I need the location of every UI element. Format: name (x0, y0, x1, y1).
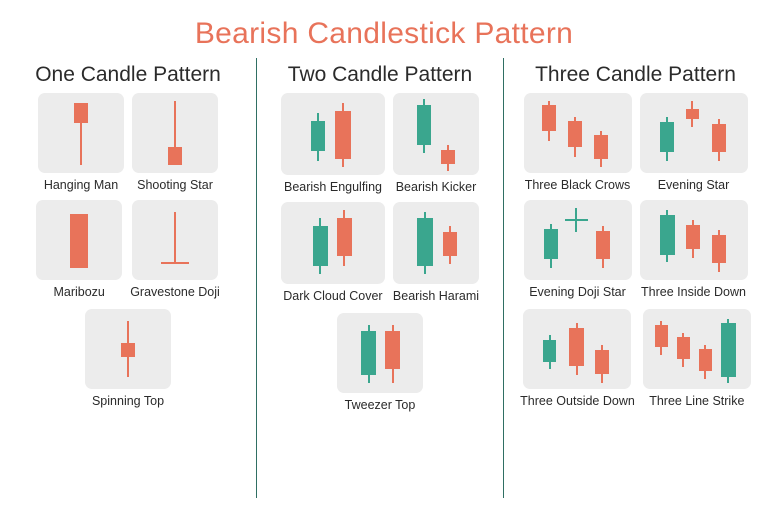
pattern-dark-cloud-cover[interactable] (281, 202, 385, 303)
pattern-label: Hanging Man (43, 178, 119, 192)
pattern-chart-maribozu (36, 200, 122, 280)
candle-body (168, 147, 182, 165)
candle-body (594, 135, 608, 159)
candle-body (335, 111, 351, 159)
candle-red (121, 321, 135, 377)
pattern-columns (0, 58, 768, 498)
candle-green (660, 117, 674, 161)
pattern-chart-spinning-top (85, 309, 171, 389)
candle-red (443, 226, 457, 264)
candle-red (337, 210, 352, 266)
candle-red (699, 345, 712, 379)
candle-green (544, 224, 558, 268)
candle-green (543, 335, 556, 369)
candle-green (417, 99, 431, 153)
pattern-bearish-kicker[interactable] (393, 93, 479, 194)
candle-red (168, 101, 182, 165)
candle-red (677, 333, 690, 367)
pattern-label: Bearish Kicker (395, 180, 477, 194)
candle-body (385, 331, 400, 369)
candle-red (74, 103, 88, 165)
candle-body (417, 218, 433, 266)
pattern-chart-bearish-engulfing (281, 93, 385, 175)
pattern-chart-bearish-kicker (393, 93, 479, 175)
column-two-candle (256, 58, 504, 498)
pattern-label: Bearish Harami (392, 289, 480, 303)
candle-green (660, 210, 675, 262)
pattern-chart-three-inside-down (640, 200, 748, 280)
candle-red (569, 323, 584, 375)
candle-red (596, 226, 610, 268)
candle-body (544, 229, 558, 259)
candle-body (542, 105, 556, 131)
candle-body (699, 349, 712, 371)
pattern-label: Tweezer Top (344, 398, 416, 412)
grid-two-candle (257, 93, 503, 420)
pattern-label: Evening Star (657, 178, 730, 192)
pattern-label: Three Line Strike (649, 394, 745, 408)
pattern-chart-three-outside-down (523, 309, 631, 389)
candle-green (311, 113, 325, 161)
pattern-shooting-star[interactable] (132, 93, 218, 192)
pattern-chart-shooting-star (132, 93, 218, 173)
pattern-bearish-harami[interactable] (393, 202, 479, 303)
page-title: Bearish Candlestick Pattern (194, 17, 574, 50)
pattern-label: Maribozu (53, 285, 105, 299)
candle-body (596, 231, 610, 259)
pattern-three-line-strike[interactable] (643, 309, 751, 408)
candle-red (385, 325, 400, 383)
pattern-bearish-engulfing[interactable] (281, 93, 385, 194)
candle-body (337, 218, 352, 256)
pattern-chart-hanging-man (38, 93, 124, 173)
column-title-two: Two Candle Pattern (287, 63, 473, 86)
candle-body (660, 122, 674, 152)
pattern-chart-evening-star (640, 93, 748, 173)
pattern-three-black-crows[interactable] (524, 93, 632, 192)
candle-green (313, 218, 328, 274)
candle-body (361, 331, 376, 375)
candle-body (569, 328, 584, 366)
candle-red (655, 321, 668, 355)
grid-one-candle (0, 93, 256, 416)
pattern-label: Shooting Star (137, 178, 213, 192)
pattern-chart-gravestone-doji (132, 200, 218, 280)
candle-body (70, 214, 88, 268)
pattern-chart-evening-doji-star (524, 200, 632, 280)
column-one-candle (0, 58, 256, 498)
candle-red (712, 230, 726, 272)
candle-red (441, 145, 455, 171)
candle-body (121, 343, 135, 357)
candle-red-star (686, 101, 699, 127)
pattern-gravestone-doji[interactable] (130, 200, 220, 299)
pattern-evening-star[interactable] (640, 93, 748, 192)
candle-red (686, 220, 700, 258)
candle-green (417, 212, 433, 274)
candle-red (168, 212, 182, 264)
candle-red (70, 214, 88, 268)
candle-red (542, 101, 556, 141)
candle-red (712, 119, 726, 161)
pattern-evening-doji-star[interactable] (524, 200, 632, 299)
candle-body (660, 215, 675, 255)
candle-body (655, 325, 668, 347)
candle-body (313, 226, 328, 266)
candle-body (712, 124, 726, 152)
doji-open-close-line (565, 219, 588, 221)
candle-body (721, 323, 736, 377)
pattern-chart-bearish-harami (393, 202, 479, 284)
pattern-chart-three-line-strike (643, 309, 751, 389)
pattern-label: Evening Doji Star (529, 285, 626, 299)
column-title-one: One Candle Pattern (35, 63, 221, 86)
candle-body (74, 103, 88, 123)
candle-body (686, 225, 700, 249)
candle-body (712, 235, 726, 263)
pattern-three-inside-down[interactable] (640, 200, 748, 299)
candle-body (441, 150, 455, 164)
pattern-label: Bearish Engulfing (284, 180, 382, 194)
pattern-hanging-man[interactable] (38, 93, 124, 192)
candle-body (417, 105, 431, 145)
candle-body (677, 337, 690, 359)
column-title-three: Three Candle Pattern (535, 63, 736, 86)
column-three-candle (504, 58, 767, 498)
pattern-label: Dark Cloud Cover (283, 289, 383, 303)
pattern-chart-tweezer-top (337, 313, 423, 393)
pattern-maribozu[interactable] (36, 200, 122, 299)
pattern-chart-dark-cloud-cover (281, 202, 385, 284)
pattern-label: Three Inside Down (641, 285, 746, 299)
candle-body (595, 350, 609, 374)
candle-red (335, 103, 351, 167)
pattern-chart-three-black-crows (524, 93, 632, 173)
pattern-label: Gravestone Doji (130, 285, 220, 299)
grid-three-candle (504, 93, 767, 416)
pattern-label: Spinning Top (91, 394, 165, 408)
candle-green (721, 319, 736, 383)
pattern-spinning-top[interactable] (85, 309, 171, 408)
candle-red (595, 345, 609, 383)
pattern-three-outside-down[interactable] (520, 309, 635, 408)
pattern-tweezer-top[interactable] (337, 313, 423, 412)
candle-body (568, 121, 582, 147)
pattern-label: Three Black Crows (524, 178, 631, 192)
candle-body (543, 340, 556, 362)
candle-red (594, 131, 608, 167)
candle-wick (174, 212, 176, 264)
candle-body (443, 232, 457, 256)
candle-red (568, 117, 582, 157)
candle-doji-star (570, 208, 583, 232)
candle-body (311, 121, 325, 151)
candle-body (686, 109, 699, 119)
pattern-label: Three Outside Down (520, 394, 635, 408)
doji-open-close-line (161, 262, 189, 264)
candle-green (361, 325, 376, 383)
